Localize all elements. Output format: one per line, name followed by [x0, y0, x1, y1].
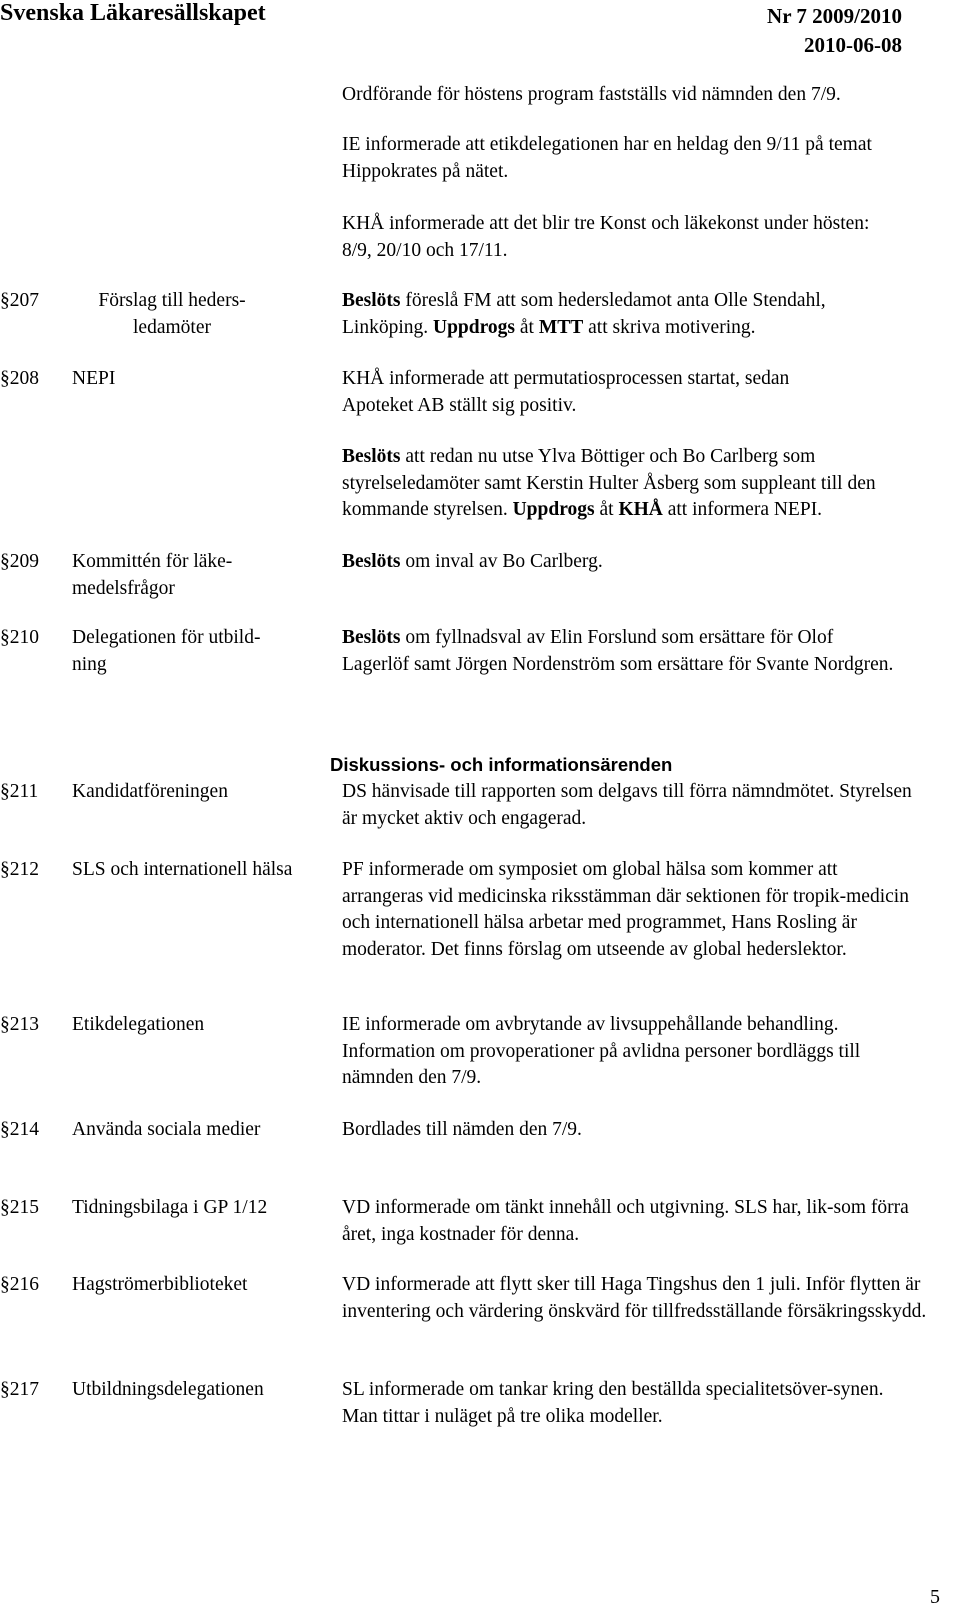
item-label: SLS och internationell hälsa	[72, 859, 293, 880]
page-number: 5	[930, 1586, 940, 1608]
item-text: Beslöts föreslå FM att som hedersledamot anta Olle Stendahl, Linköping. Uppdrogs åt MTT att skriva motivering.	[342, 290, 826, 338]
org-name: Svenska Läkaresällskapet	[0, 0, 266, 26]
item-label: Tidningsbilaga i GP 1/12	[72, 1197, 268, 1218]
item-text: VD informerade att flytt sker till Haga Tingshus den 1 juli. Inför flytten är inventering och värdering önskvärd för tillfredsställande försäkringsskydd.	[342, 1274, 927, 1322]
intro-paragraph-1: Ordförande för höstens program fastställs vid nämnden den 7/9.	[342, 84, 841, 105]
item-label: Utbildningsdelegationen	[72, 1379, 264, 1400]
item-number: §215	[0, 1197, 39, 1218]
item-number: §208	[0, 368, 39, 389]
item-label: Använda sociala medier	[72, 1119, 261, 1140]
item-number: §213	[0, 1014, 39, 1035]
item-number: §211	[0, 781, 39, 802]
item-label: Delegationen för utbild-ning	[72, 627, 261, 675]
issue-number: Nr 7 2009/2010	[767, 4, 902, 28]
intro-paragraph-2: IE informerade att etikdelegationen har en heldag den 9/11 på temat Hippokrates på nätet.	[342, 134, 872, 182]
meeting-date: 2010-06-08	[804, 33, 902, 57]
header-right	[767, 2, 902, 60]
item-text-1: KHÅ informerade att permutatiosprocessen startat, sedan Apoteket AB ställt sig positiv.	[342, 368, 790, 416]
item-label: Etikdelegationen	[72, 1014, 205, 1035]
item-number: §212	[0, 859, 39, 880]
item-text-2: Beslöts att redan nu utse Ylva Böttiger och Bo Carlberg som styrelseledamöter samt Kerstin Hulter Åsberg som suppleant till den kommande styrelsen. Uppdrogs åt KHÅ att informera NEPI.	[342, 446, 876, 520]
item-text: DS hänvisade till rapporten som delgavs till förra nämndmötet. Styrelsen är mycket aktiv och engagerad.	[342, 781, 912, 829]
item-text: SL informerade om tankar kring den beställda specialitetsöver-synen. Man tittar i nuläget på tre olika modeller.	[342, 1379, 884, 1427]
item-label: NEPI	[72, 368, 116, 389]
item-number: §207	[0, 290, 39, 311]
item-text: Beslöts om fyllnadsval av Elin Forslund som ersättare för Olof Lagerlöf samt Jörgen Nordenström som ersättare för Svante Nordgren.	[342, 627, 894, 675]
item-number: §209	[0, 551, 39, 572]
item-number: §216	[0, 1274, 39, 1295]
item-label: Kommittén för läke-medelsfrågor	[72, 551, 233, 599]
item-text: Beslöts om inval av Bo Carlberg.	[342, 551, 603, 572]
item-text: IE informerade om avbrytande av livsuppehållande behandling. Information om provoperationer på avlidna personer bordläggs till nämnden den 7/9.	[342, 1014, 861, 1088]
item-text: PF informerade om symposiet om global hälsa som kommer att arrangeras vid medicinska riksstämman där sektionen för tropik-medicin och internationell hälsa arbetar med programmet, Hans Rosling är moderator. Det finns förslag om utseende av global hederslektor.	[342, 859, 909, 960]
item-label: Kandidatföreningen	[72, 781, 228, 802]
item-label: Förslag till heders-ledamöter	[98, 290, 246, 338]
item-label: Hagströmerbiblioteket	[72, 1274, 248, 1295]
item-text: VD informerade om tänkt innehåll och utgivning. SLS har, lik-som förra året, inga kostnader för denna.	[342, 1197, 909, 1245]
item-text: Bordlades till nämden den 7/9.	[342, 1119, 582, 1140]
section-heading: Diskussions- och informationsärenden	[330, 754, 673, 775]
item-number: §214	[0, 1119, 39, 1140]
item-number: §217	[0, 1379, 39, 1400]
item-number: §210	[0, 627, 39, 648]
intro-paragraph-3: KHÅ informerade att det blir tre Konst och läkekonst under hösten: 8/9, 20/10 och 17/11.	[342, 213, 870, 261]
